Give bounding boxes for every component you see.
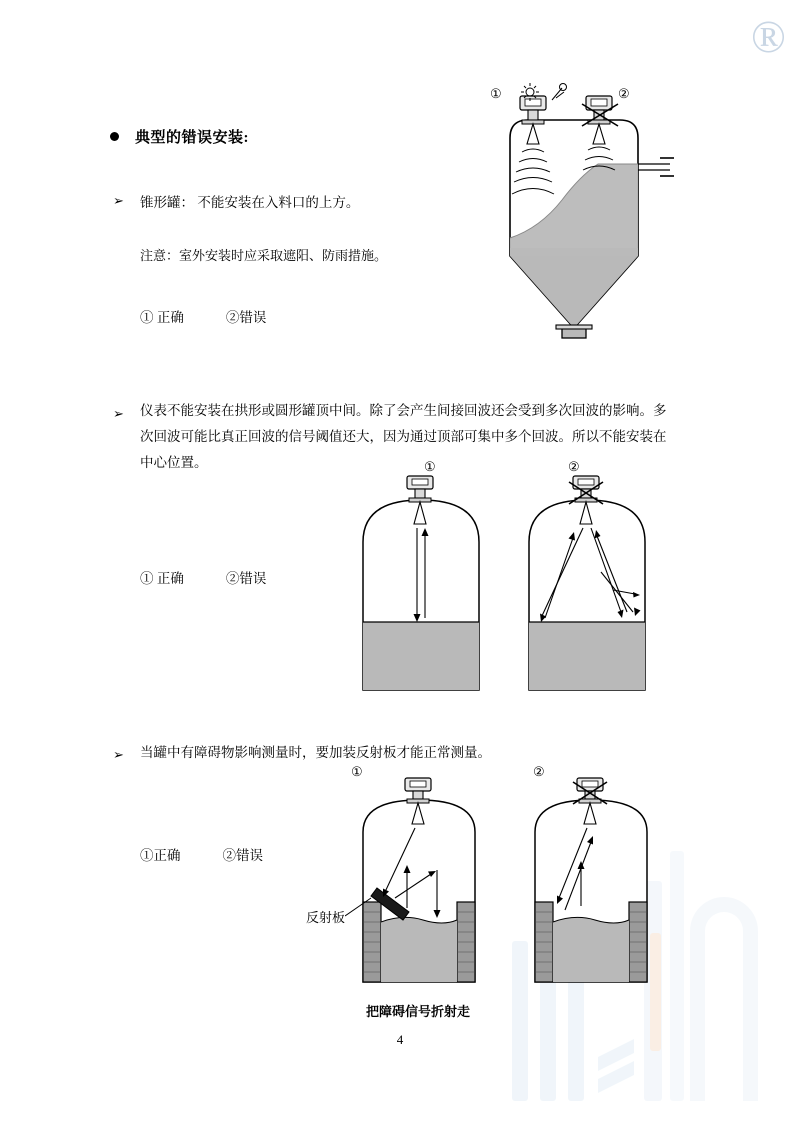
section-2-line-1: 仪表不能安装在拱形或圆形罐顶中间。除了会产生间接回波还会受到多次回波的影响。多 xyxy=(140,403,667,418)
figure-obstacle-tank xyxy=(345,770,675,1000)
section-2-line-2: 次回波可能比真正回波的信号阈值还大，因为通过顶部可集中多个回波。所以不能安装在 xyxy=(140,429,667,444)
page-number: 4 xyxy=(396,1032,404,1047)
section-3-bullet: ➢ xyxy=(113,747,124,762)
figure-2-marker-2: ② xyxy=(568,459,580,474)
section-1-bullet: ➢ xyxy=(113,193,124,208)
section-1-text: 锥形罐： 不能安装在入料口的上方。 xyxy=(140,195,360,210)
figure-3-marker-2: ② xyxy=(533,764,545,779)
figure-3-caption: 把障碍信号折射走 xyxy=(366,1004,471,1019)
page-heading: 典型的错误安装: xyxy=(110,126,249,147)
section-3-legend xyxy=(140,844,263,864)
section-2-legend xyxy=(140,567,266,587)
section-2-legend-correct: ① 正确 xyxy=(140,571,184,586)
section-2-bullet: ➢ xyxy=(113,406,124,421)
section-1-legend xyxy=(140,306,266,326)
section-3-legend-wrong: ②错误 xyxy=(222,848,263,863)
figure-1-marker-1: ① xyxy=(490,86,502,101)
figure-2-marker-1: ① xyxy=(424,459,436,474)
section-1-legend-correct: ① 正确 xyxy=(140,310,184,325)
section-1-legend-wrong: ②错误 xyxy=(225,310,267,325)
section-2-legend-wrong: ②错误 xyxy=(225,571,267,586)
bullet-dot-icon xyxy=(110,132,119,141)
section-3-text: 当罐中有障碍物影响测量时，要加装反射板才能正常测量。 xyxy=(140,745,491,760)
reflector-label: 反射板 xyxy=(306,910,346,925)
figure-cone-tank xyxy=(470,78,700,373)
section-2-line-3: 中心位置。 xyxy=(140,455,208,470)
registered-mark-icon: ® xyxy=(751,11,786,62)
figure-dome-tank xyxy=(345,462,665,707)
section-3-legend-correct: ①正确 xyxy=(140,848,181,863)
section-1-note: 注意：室外安装时应采取遮阳、防雨措施。 xyxy=(140,248,388,263)
figure-1-marker-2: ② xyxy=(618,86,630,101)
figure-3-marker-1: ① xyxy=(351,764,363,779)
